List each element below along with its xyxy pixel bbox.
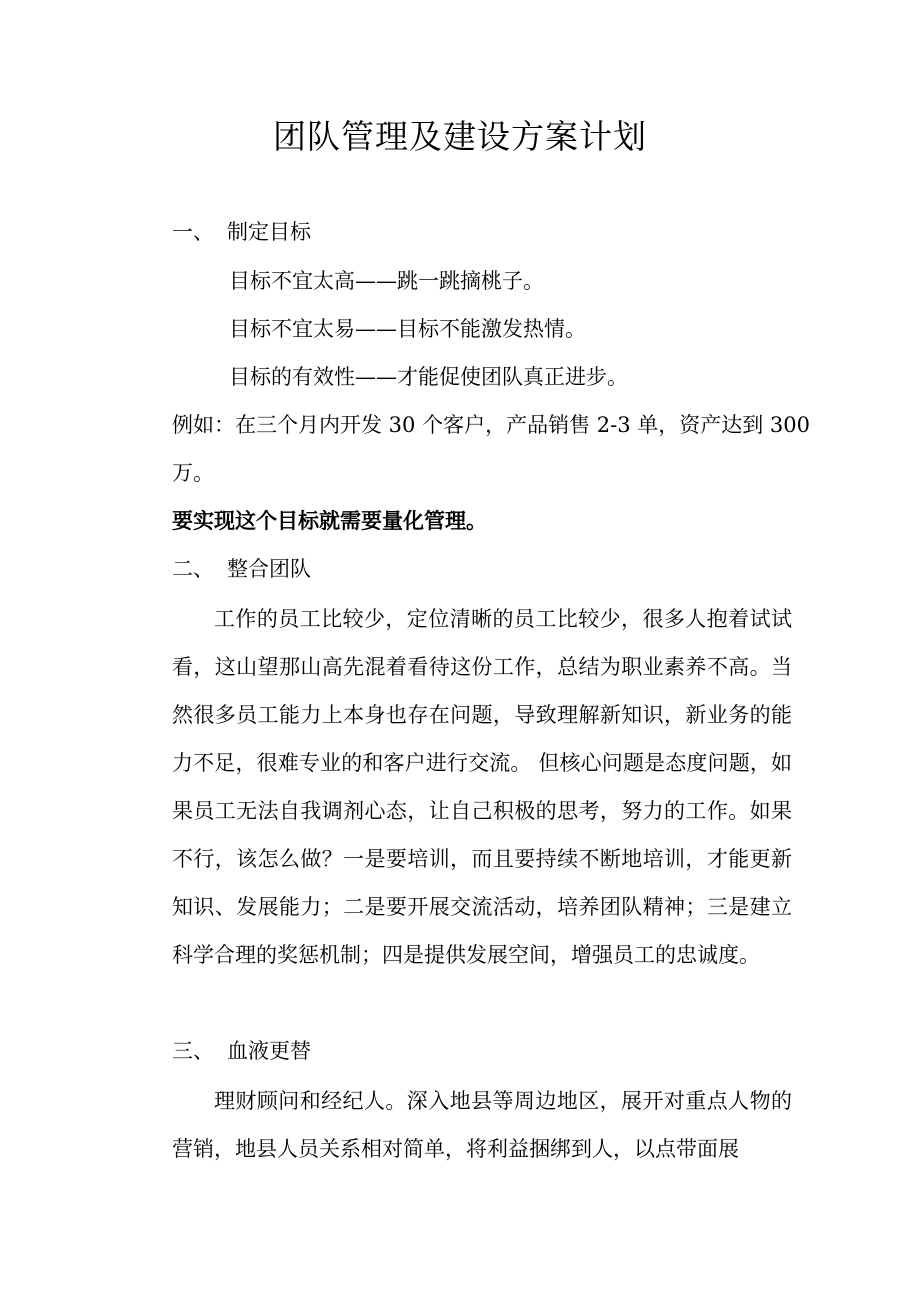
section-number: 二、	[172, 557, 214, 581]
section-heading-text: 整合团队	[227, 557, 311, 581]
section-number: 一、	[172, 220, 214, 244]
example-line-2: 万。	[172, 461, 214, 485]
section-number: 三、	[172, 1039, 214, 1063]
goal-point-2: 目标不宜太易——目标不能激发热情。	[229, 317, 586, 341]
section-heading-text: 血液更替	[227, 1039, 311, 1063]
section-3-paragraph: 理财顾问和经纪人。深入地县等周边地区，展开对重点人物的营销，地县人员关系相对简单，将利益捆绑到人，以点带面展	[172, 1089, 792, 1161]
document-title: 团队管理及建设方案计划	[273, 117, 647, 156]
section-heading-3	[172, 1036, 311, 1066]
section-heading-2	[172, 554, 311, 584]
section-2-paragraph: 工作的员工比较少，定位清晰的员工比较少，很多人抱着试试看，这山望那山高先混着看待这份工作，总结为职业素养不高。当然很多员工能力上本身也存在问题，导致理解新知识，新业务的能力不足，很难专业的和客户进行交流。 但核心问题是态度问题，如果员工无法自我调剂心态，让自己积极的思考，努力的工作。如果不行，该怎么做？一是要培训，而且要持续不断地培训，才能更新知识、发展能力；二是要开展交流活动，培养团队精神；三是建立科学合理的奖惩机制；四是提供发展空间，增强员工的忠诚度。	[172, 607, 792, 967]
section-heading-text: 制定目标	[227, 220, 311, 244]
section-heading-1	[172, 217, 311, 247]
goal-point-3: 目标的有效性——才能促使团队真正进步。	[229, 365, 628, 389]
example-line-1: 例如：在三个月内开发 30 个客户，产品销售 2-3 单，资产达到 300	[172, 413, 810, 437]
goal-point-1: 目标不宜太高——跳一跳摘桃子。	[229, 269, 544, 293]
bold-note: 要实现这个目标就需要量化管理。	[172, 508, 487, 533]
